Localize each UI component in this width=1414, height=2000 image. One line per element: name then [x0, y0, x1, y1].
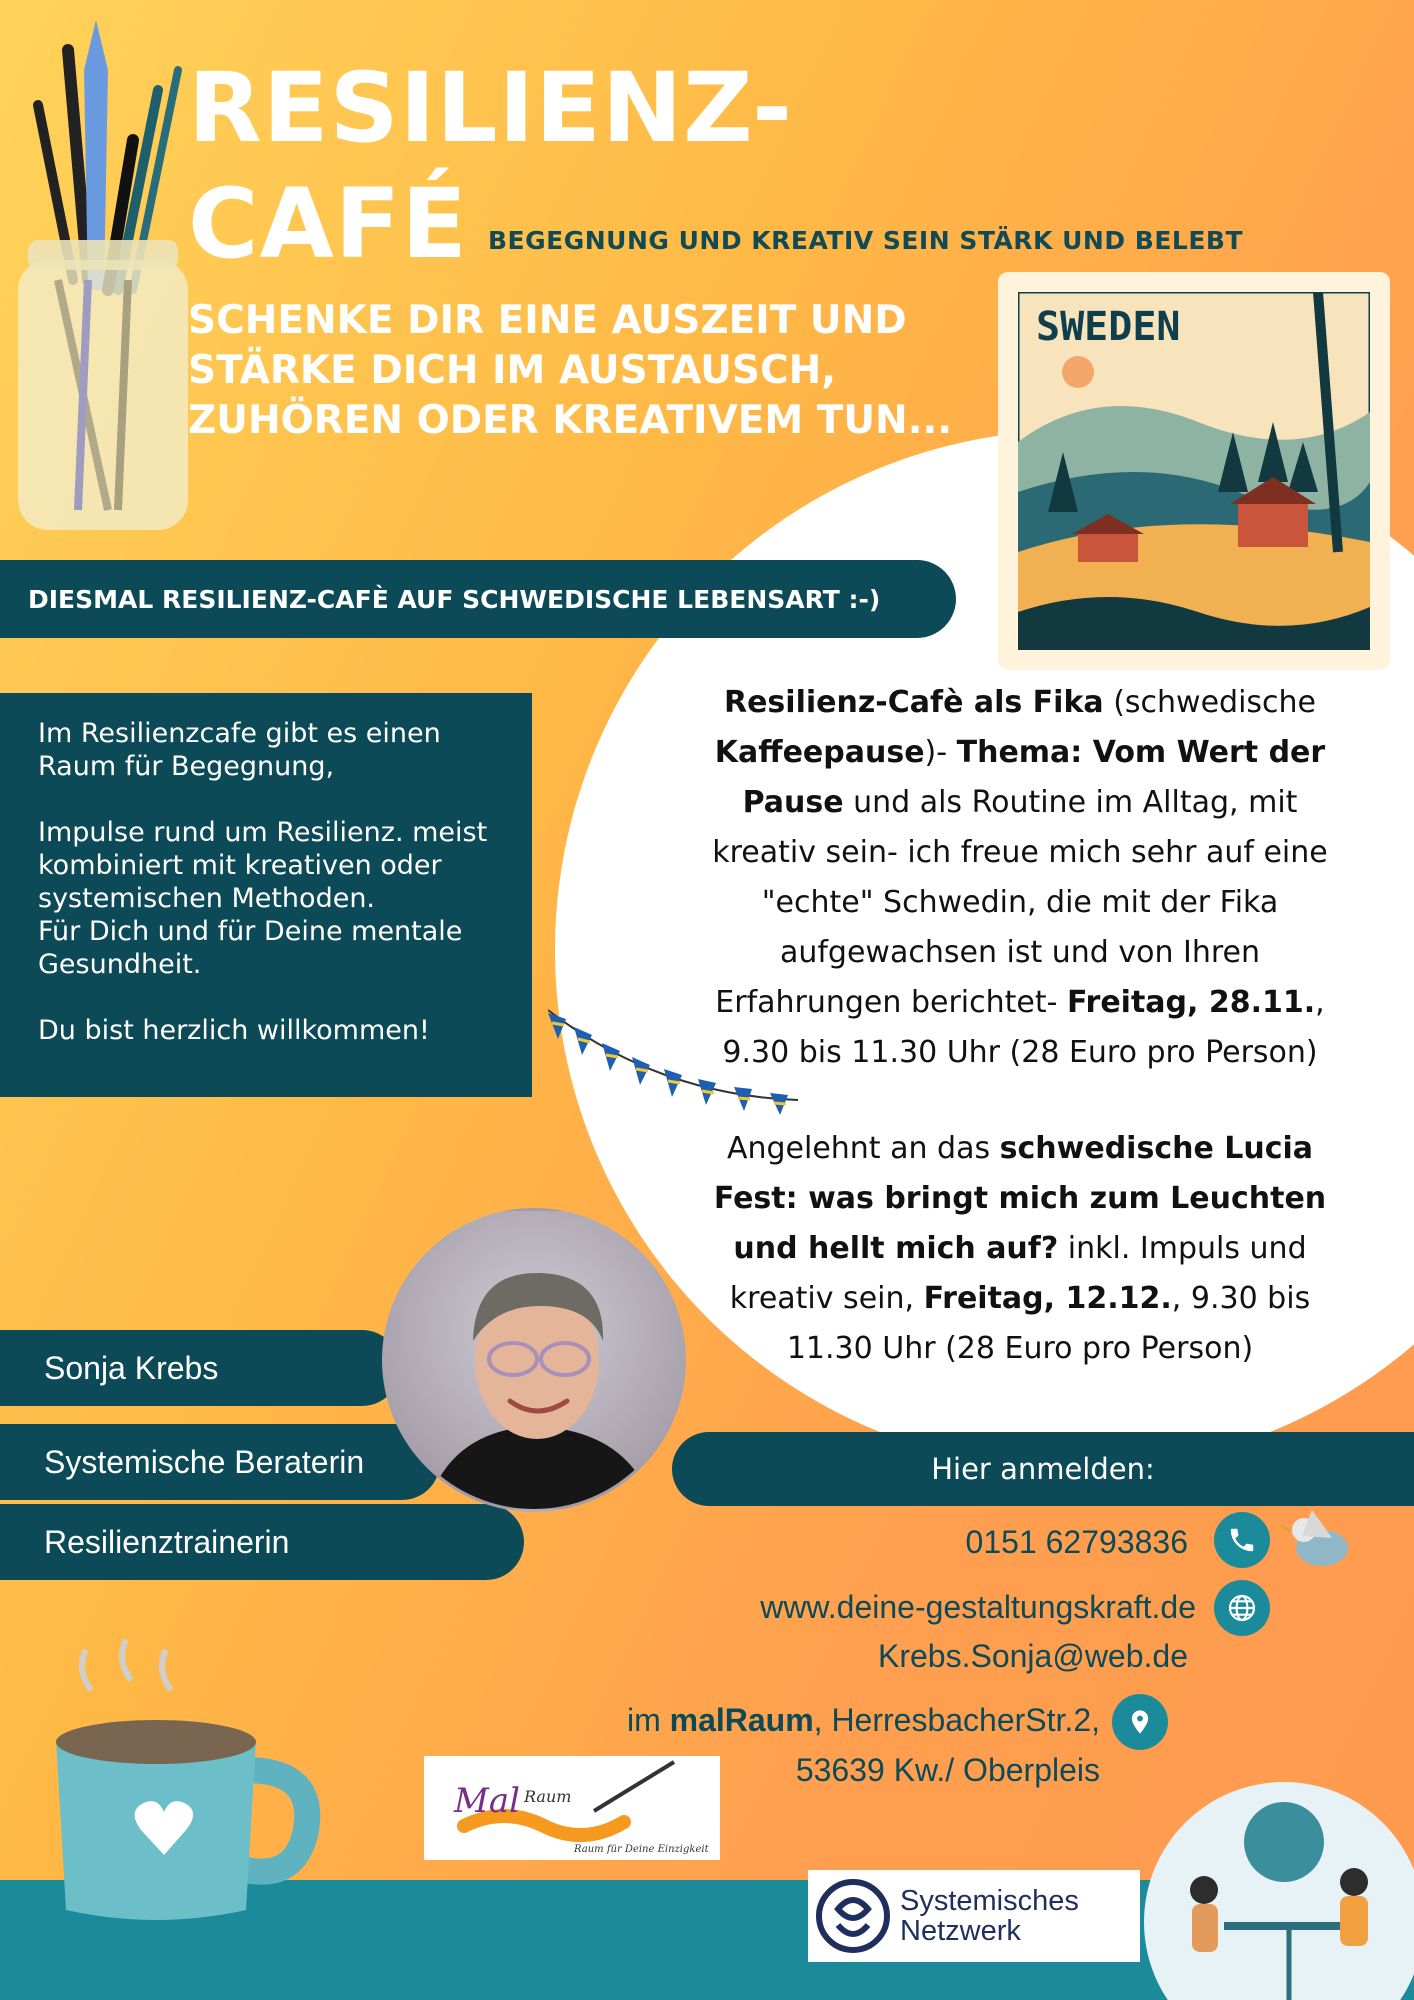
person-role-tag-1 — [0, 1424, 440, 1500]
address-street: , HerresbacherStr.2, — [813, 1702, 1100, 1738]
person-role-2: Resilienztrainerin — [44, 1523, 290, 1560]
event2-bold-1: schwedische Lucia Fest: was bringt mich zum Leuchten und hellt mich auf? — [713, 1131, 1327, 1266]
intro-paragraph-4: Du bist herzlich willkommen! — [38, 1015, 430, 1046]
person-name: Sonja Krebs — [44, 1349, 219, 1386]
event2-date: Freitag, 12.12. — [923, 1281, 1172, 1316]
sysnet-logo-mark-icon — [816, 1879, 890, 1953]
address-prefix: im — [626, 1702, 670, 1738]
people-at-table-illustration — [1134, 1772, 1414, 2000]
event1-text-3: und als Routine im Alltag, mit kreativ sein- ich freue mich sehr auf eine "echte" Schwedin, die mit der Fika aufgewachsen ist und von Ihren Erfahrungen berichtet- — [712, 785, 1328, 1020]
phone-icon — [1214, 1512, 1270, 1568]
person-name-tag — [0, 1330, 400, 1406]
event1-text-2: )- — [924, 735, 957, 770]
register-label: Hier anmelden: — [931, 1452, 1155, 1486]
highlight-banner — [0, 560, 956, 638]
event2-text-3: , 9.30 bis 11.30 Uhr (28 Euro pro Person) — [786, 1281, 1311, 1366]
phone-number[interactable]: 0151 62793836 — [965, 1524, 1188, 1560]
event1-bold-3: Thema: Vom Wert der Pause — [742, 735, 1326, 820]
malraum-word-2: Raum — [524, 1787, 572, 1806]
event1-text-4: , 9.30 bis 11.30 Uhr (28 Euro pro Person) — [722, 985, 1325, 1070]
systemisches-netzwerk-logo — [808, 1870, 1140, 1962]
intro-paragraph-1: Im Resilienzcafe gibt es einen Raum für Begegnung, — [38, 718, 441, 782]
event1-date: Freitag, 28.11. — [1066, 985, 1316, 1020]
intro-paragraph-3: Für Dich und für Deine mentale Gesundheit. — [38, 916, 463, 980]
intro-paragraph-2: Impulse rund um Resilienz. meist kombiniert mit kreativen oder systemischen Methoden. — [38, 817, 488, 914]
malraum-logo — [424, 1756, 720, 1860]
event1-bold-2: Kaffeepause — [714, 735, 925, 770]
title-line-2: CAFÉ — [188, 168, 468, 280]
sweden-stamp-illustration — [998, 272, 1390, 670]
register-bar — [672, 1432, 1414, 1506]
bird-illustration — [1272, 1500, 1362, 1580]
person-role-tag-2 — [0, 1504, 524, 1580]
sysnet-line-1: Systemisches — [900, 1885, 1079, 1917]
coffee-mug-illustration — [46, 1630, 326, 1930]
address-line-1 — [627, 1702, 1100, 1739]
event2-text-2: inkl. Impuls und kreativ sein, — [729, 1231, 1307, 1316]
address-venue: malRaum — [669, 1702, 814, 1738]
event-lucia-description — [700, 1124, 1340, 1374]
malraum-slogan: Raum für Deine Einzigkeit — [574, 1844, 709, 1855]
tagline: BEGEGNUNG UND KREATIV SEIN STÄRK UND BELEBT — [488, 226, 1244, 255]
avatar — [382, 1208, 686, 1512]
address-line-2: 53639 Kw./ Oberpleis — [795, 1752, 1100, 1788]
intro-box — [0, 693, 532, 1097]
swedish-flag-bunting — [548, 1005, 798, 1115]
email-link[interactable]: Krebs.Sonja@web.de — [878, 1638, 1188, 1674]
event2-text-1: Angelehnt an das — [726, 1131, 1000, 1166]
sysnet-line-2: Netzwerk — [900, 1915, 1021, 1947]
website-link[interactable]: www.deine-gestaltungskraft.de — [760, 1589, 1196, 1625]
malraum-word-1: Mal — [454, 1781, 520, 1821]
person-role-1: Systemische Beraterin — [44, 1443, 365, 1480]
event1-bold-1: Resilienz-Cafè als Fika — [723, 685, 1104, 720]
brush-jar-illustration — [8, 10, 198, 530]
subtitle: SCHENKE DIR EINE AUSZEIT UND STÄRKE DICH IM AUSTAUSCH, ZUHÖREN ODER KREATIVEM TUN... — [188, 298, 953, 443]
location-pin-icon — [1112, 1694, 1168, 1750]
stamp-label: SWEDEN — [1036, 304, 1181, 350]
title-line-1: RESILIENZ- — [188, 52, 793, 164]
globe-icon — [1214, 1580, 1270, 1636]
banner-text: DIESMAL RESILIENZ-CAFÈ AUF SCHWEDISCHE LEBENSART :-) — [28, 584, 881, 614]
event1-text-1: (schwedische — [1103, 685, 1317, 720]
